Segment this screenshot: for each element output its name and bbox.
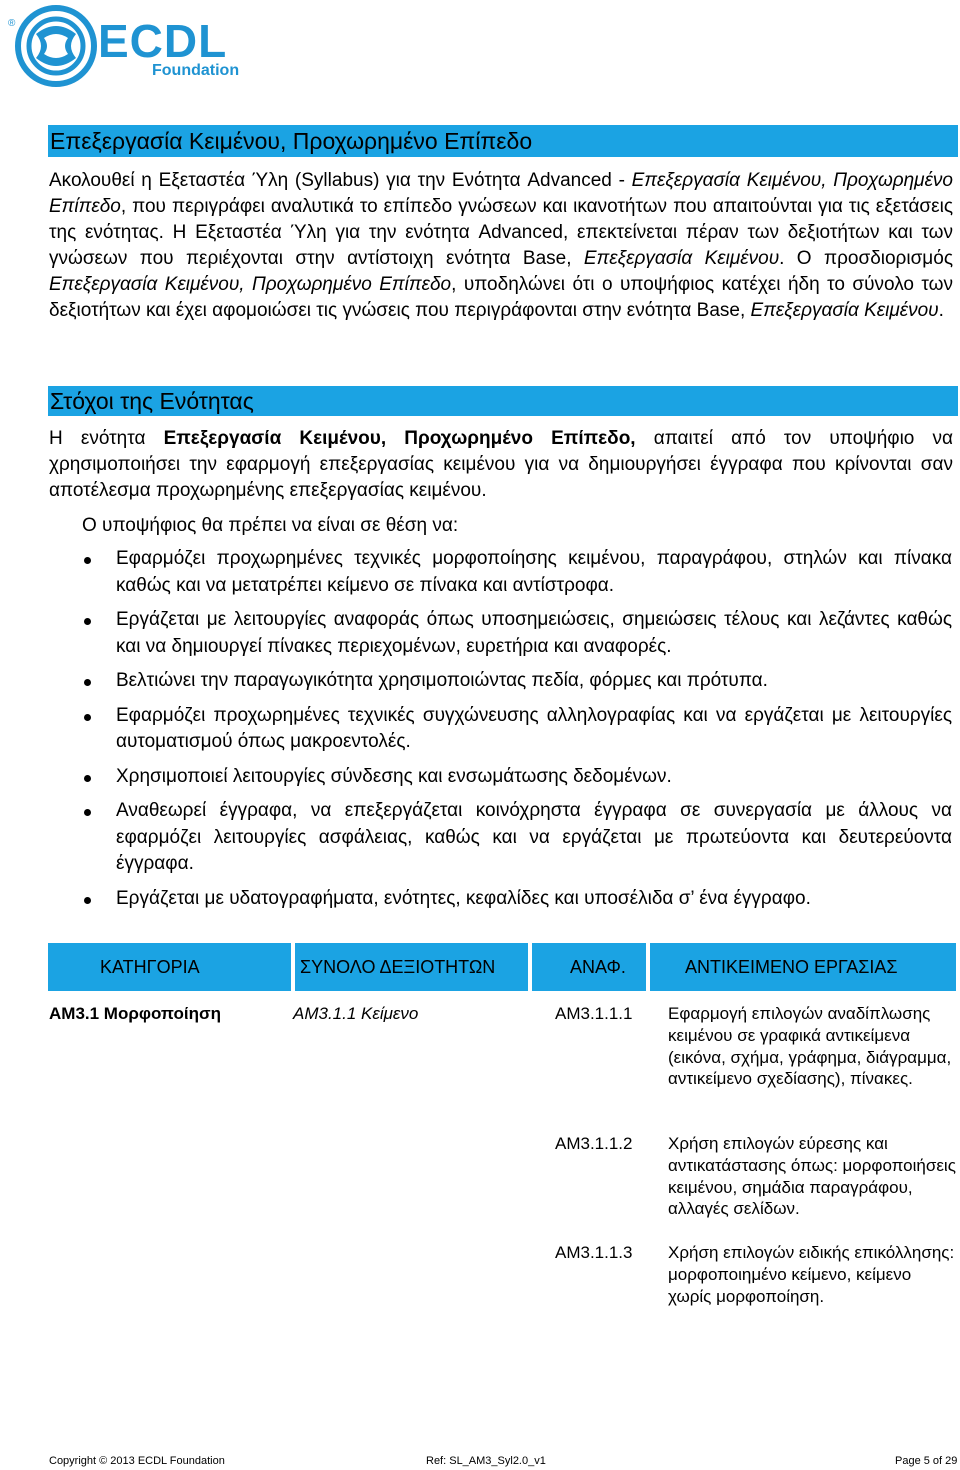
footer-page-number: Page 5 of 29 <box>895 1455 958 1467</box>
goals-list <box>48 546 952 920</box>
header-skill-set: ΣΥΝΟΛΟ ΔΕΞΙΟΤΗΤΩΝ <box>300 957 496 977</box>
bullet-icon <box>84 557 91 564</box>
ecdl-globe-icon <box>14 4 98 88</box>
registered-mark: ® <box>8 18 16 29</box>
header-task-item: ΑΝΤΙΚΕΙΜΕΝΟ ΕΡΓΑΣΙΑΣ <box>685 957 898 977</box>
logo-text: ECDL <box>98 15 228 67</box>
bullet-icon <box>84 809 91 816</box>
table-category: AM3.1 Μορφοποίηση <box>49 1004 221 1023</box>
list-item: Βελτιώνει την παραγωγικότητα χρησιμοποιώντας πεδία, φόρμες και πρότυπα. <box>48 668 952 695</box>
header-divider <box>528 943 532 991</box>
goals-lead: Ο υποψήφιος θα πρέπει να είναι σε θέση να: <box>82 515 459 536</box>
list-item: Χρησιμοποιεί λειτουργίες σύνδεσης και ενσωμάτωσης δεδομένων. <box>48 764 952 791</box>
bullet-icon <box>84 618 91 625</box>
table-task: Εφαρμογή επιλογών αναδίπλωσης κειμένου σε γραφικά αντικείμενα (εικόνα, σχήμα, γράφημα, διάγραμμα, αντικείμενο σχεδίασης), πίνακες. <box>668 1004 952 1089</box>
logo-subtext: Foundation <box>152 62 240 79</box>
table-ref: AM3.1.1.3 <box>555 1243 633 1262</box>
header-category: ΚΑΤΗΓΟΡΙΑ <box>100 957 200 977</box>
table-header <box>48 943 956 991</box>
header-divider <box>291 943 295 991</box>
bullet-icon <box>84 679 91 686</box>
bullet-icon <box>84 714 91 721</box>
section-title: Επεξεργασία Κειμένου, Προχωρημένο Επίπεδο <box>48 125 958 157</box>
goals-heading: Στόχοι της Ενότητας <box>48 386 958 416</box>
list-item: Εργάζεται με λειτουργίες αναφοράς όπως υποσημειώσεις, σημειώσεις τέλους και λεζάντες καθώς και να δημιουργεί πίνακες περιεχομένων, ευρετήρια και αναφορές. <box>48 607 952 660</box>
intro-paragraph: Ακολουθεί η Εξεταστέα Ύλη (Syllabus) για την Ενότητα Advanced - Επεξεργασία Κειμένου, Προχωρημένο Επίπεδο, που περιγράφει αναλυτικά το επίπεδο γνώσεων και ικανοτήτων που απαιτούνται για τις εξετάσεις της ενότητας. Η Εξεταστέα Ύλη για την ενότητα Advanced, επεκτείνεται πέραν των δεξιοτήτων και των γνώσεων που περιέχονται στην αντίστοιχη ενότητα Base, Επεξεργασία Κειμένου. Ο προσδιορισμός Επεξεργασία Κειμένου, Προχωρημένο Επίπεδο, υποδηλώνει ότι ο υποψήφιος κατέχει ήδη το σύνολο των δεξιοτήτων και έχει αφομοιώσει τις γνώσεις που περιγράφονται στην ενότητα Base, Επεξεργασία Κειμένου. <box>49 170 953 321</box>
table-task: Χρήση επιλογών ειδικής επικόλλησης: μορφοποιημένο κείμενο, κείμενο χωρίς μορφοποίηση. <box>668 1243 955 1306</box>
list-item: Εργάζεται με υδατογραφήματα, ενότητες, κεφαλίδες και υποσέλιδα σ’ ένα έγγραφο. <box>48 886 952 913</box>
list-item: Αναθεωρεί έγγραφα, να επεξεργάζεται κοινόχρηστα έγγραφα σε συνεργασία με άλλους να εφαρμόζει λειτουργίες ασφάλειας, καθώς και να εργάζεται με πρωτεύοντα και δευτερεύοντα έγγραφα. <box>48 798 952 878</box>
table-ref: AM3.1.1.2 <box>555 1134 633 1153</box>
table-ref: AM3.1.1.1 <box>555 1004 633 1023</box>
bullet-icon <box>84 897 91 904</box>
footer-ref: Ref: SL_AM3_Syl2.0_v1 <box>426 1455 546 1467</box>
ecdl-logo <box>6 4 240 88</box>
header-divider <box>646 943 650 991</box>
bullet-icon <box>84 775 91 782</box>
table-skill-set: AM3.1.1 Κείμενο <box>293 1004 419 1023</box>
table-task: Χρήση επιλογών εύρεσης και αντικατάστασης όπως: μορφοποιήσεις κειμένου, σημάδια παραγράφου, αλλαγές σελίδων. <box>668 1134 956 1219</box>
list-item: Εφαρμόζει προχωρημένες τεχνικές μορφοποίησης κειμένου, παραγράφου, στηλών και πίνακα καθώς και να μετατρέπει κείμενο σε πίνακα και αντίστροφα. <box>48 546 952 599</box>
header-ref: ΑΝΑΦ. <box>570 957 626 977</box>
list-item: Εφαρμόζει προχωρημένες τεχνικές συγχώνευσης αλληλογραφίας και να εργάζεται με λειτουργίες αυτοματισμού όπως μακροεντολές. <box>48 703 952 756</box>
goals-paragraph: Η ενότητα Επεξεργασία Κειμένου, Προχωρημένο Επίπεδο, απαιτεί από τον υποψήφιο να χρησιμοποιήσει την εφαρμογή επεξεργασίας κειμένου για να δημιουργήσει έγγραφα που κρίνονται σαν αποτέλεσμα προχωρημένης επεξεργασίας κειμένου. <box>49 428 953 501</box>
footer-copyright: Copyright © 2013 ECDL Foundation <box>49 1455 225 1467</box>
